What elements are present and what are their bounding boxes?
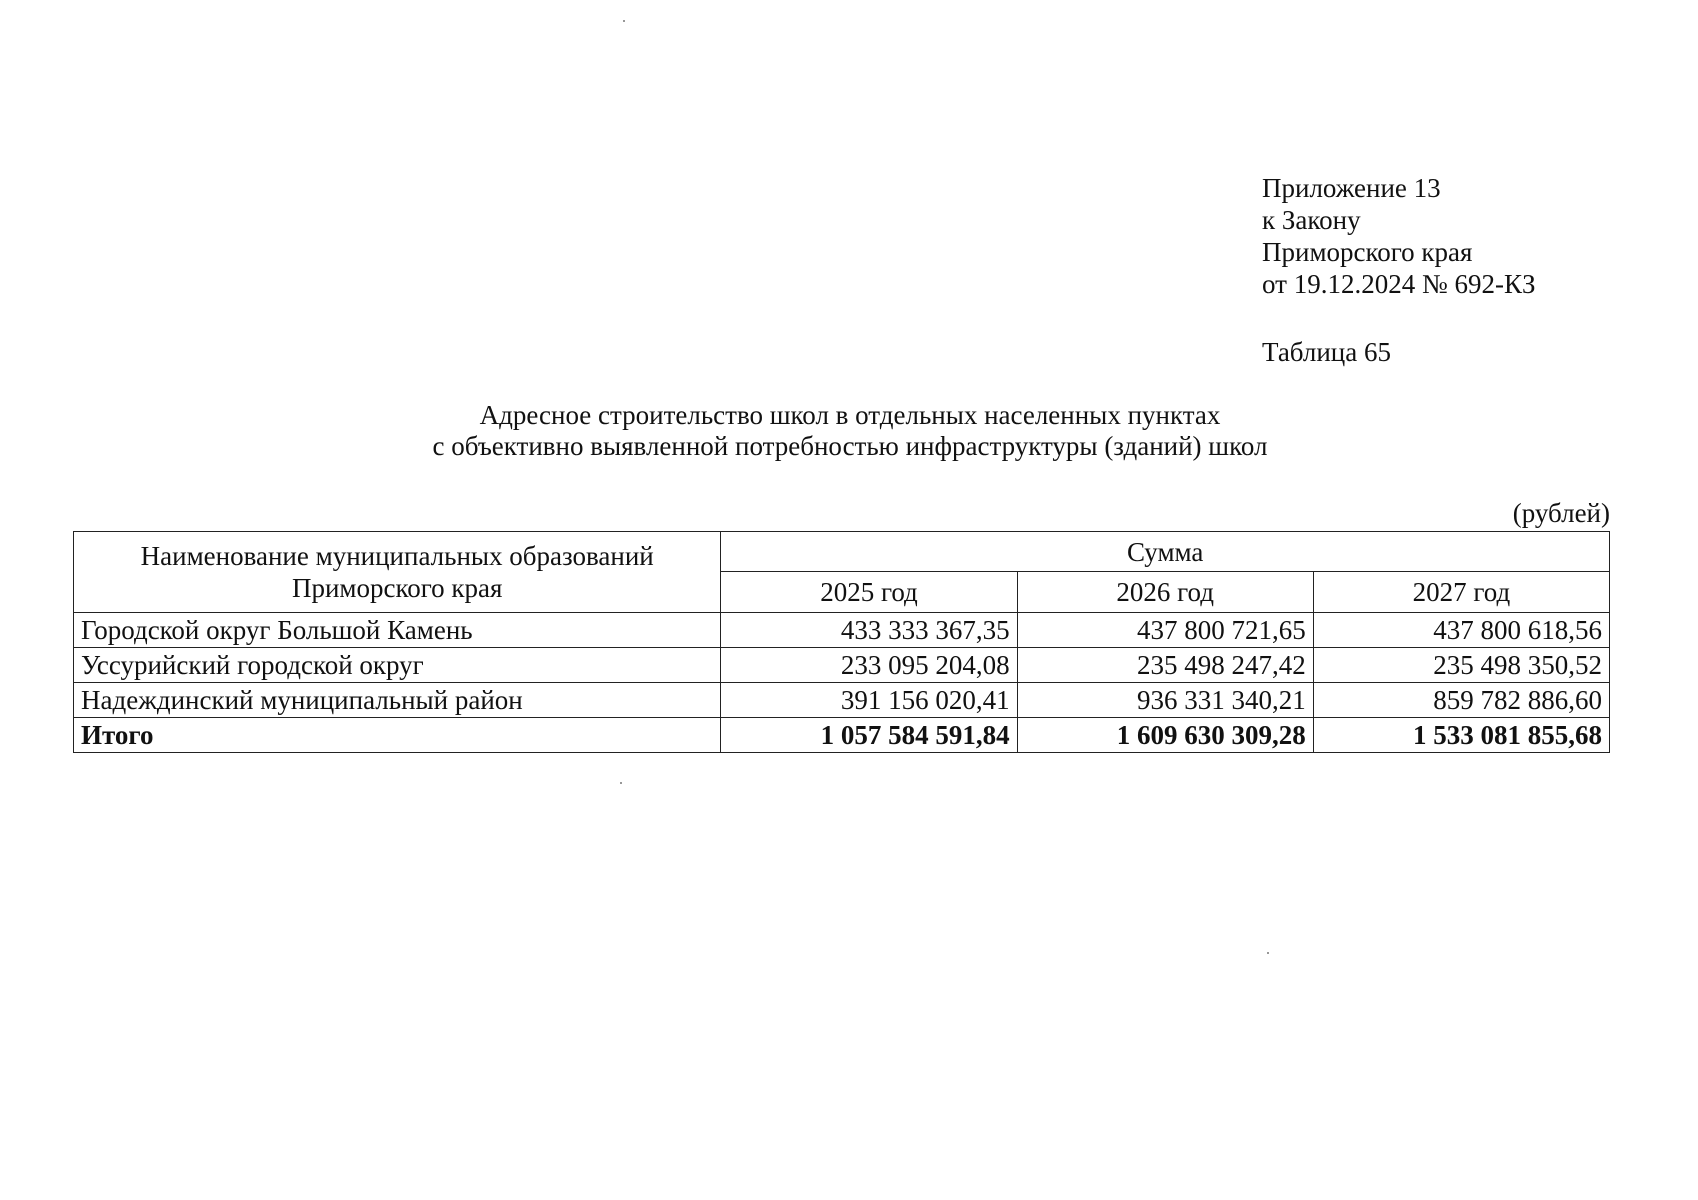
total-value-2027: 1 533 081 855,68	[1313, 718, 1609, 753]
scan-speck	[1267, 952, 1269, 954]
row-name: Надеждинский муниципальный район	[74, 683, 721, 718]
budget-table	[73, 531, 1610, 753]
column-header-year-2025: 2025 год	[721, 572, 1017, 613]
unit-label: (рублей)	[1512, 498, 1610, 528]
column-header-name-line-2: Приморского края	[291, 573, 503, 603]
appendix-number: Приложение 13	[1262, 173, 1441, 203]
column-header-year-2027: 2027 год	[1313, 572, 1609, 613]
column-header-year-2026: 2026 год	[1017, 572, 1313, 613]
row-value-2025: 391 156 020,41	[721, 683, 1017, 718]
title-line-1: Адресное строительство школ в отдельных населенных пунктах	[479, 400, 1221, 430]
appendix-law-date: от 19.12.2024 № 692-КЗ	[1262, 269, 1536, 299]
column-header-name-line-1: Наименование муниципальных образований	[140, 541, 654, 571]
column-header-name	[74, 532, 721, 613]
row-value-2026: 437 800 721,65	[1017, 613, 1313, 648]
row-value-2026: 235 498 247,42	[1017, 648, 1313, 683]
total-value-2025: 1 057 584 591,84	[721, 718, 1017, 753]
row-name: Уссурийский городской округ	[74, 648, 721, 683]
appendix-header	[1262, 172, 1535, 300]
appendix-law-ref: к Закону	[1262, 205, 1361, 235]
row-value-2026: 936 331 340,21	[1017, 683, 1313, 718]
row-value-2025: 433 333 367,35	[721, 613, 1017, 648]
row-value-2027: 235 498 350,52	[1313, 648, 1609, 683]
row-value-2027: 859 782 886,60	[1313, 683, 1609, 718]
document-title	[70, 400, 1630, 462]
scan-speck	[623, 20, 625, 22]
row-name: Городской округ Большой Камень	[74, 613, 721, 648]
table-row	[74, 648, 1610, 683]
total-value-2026: 1 609 630 309,28	[1017, 718, 1313, 753]
table-row	[74, 613, 1610, 648]
row-value-2027: 437 800 618,56	[1313, 613, 1609, 648]
table-row	[74, 683, 1610, 718]
table-header-row	[74, 532, 1610, 572]
appendix-region: Приморского края	[1262, 237, 1473, 267]
table-number: Таблица 65	[1262, 337, 1391, 367]
title-line-2: с объективно выявленной потребностью инфраструктуры (зданий) школ	[432, 431, 1268, 461]
total-label: Итого	[74, 718, 721, 753]
column-header-sum: Сумма	[721, 532, 1610, 572]
table-total-row	[74, 718, 1610, 753]
row-value-2025: 233 095 204,08	[721, 648, 1017, 683]
scan-speck	[620, 782, 622, 784]
